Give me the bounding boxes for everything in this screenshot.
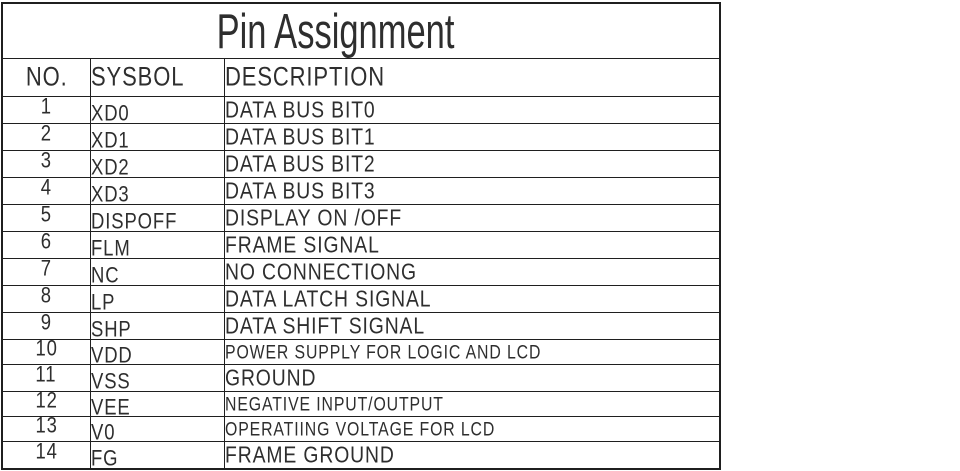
pin-symbol-cell — [90, 124, 224, 151]
pin-symbol: LP — [90, 290, 115, 315]
pin-symbol-cell — [90, 286, 224, 313]
pin-number-cell — [2, 336, 90, 365]
pin-description: DISPLAY ON /OFF — [224, 204, 402, 231]
table-row — [2, 205, 720, 232]
page-title: Pin Assignment — [217, 3, 455, 59]
pin-symbol-cell — [90, 205, 224, 232]
pin-number: 4 — [40, 175, 52, 200]
pin-number-cell — [2, 439, 90, 470]
pin-symbol: FLM — [90, 236, 131, 261]
pin-number: 1 — [40, 94, 52, 119]
pin-symbol: XD0 — [90, 101, 130, 126]
table-header-row — [2, 59, 720, 97]
pin-symbol: SHP — [90, 317, 132, 342]
pin-number-cell — [2, 256, 90, 286]
pin-description: DATA BUS BIT0 — [224, 96, 376, 123]
pin-description-cell — [224, 124, 720, 151]
pin-description: GROUND — [224, 364, 316, 391]
pin-description: OPERATIING VOLTAGE FOR LCD — [224, 417, 495, 440]
pin-symbol: NC — [90, 263, 119, 288]
pin-number-cell — [2, 283, 90, 313]
pin-number: 3 — [40, 148, 52, 173]
table-row — [2, 365, 720, 392]
pin-symbol: XD3 — [90, 182, 130, 207]
pin-number: 2 — [40, 121, 52, 146]
pin-symbol: VSS — [90, 369, 131, 394]
pin-description: FRAME SIGNAL — [224, 231, 380, 258]
pin-description-cell — [224, 313, 720, 340]
table-row — [2, 417, 720, 442]
table-row — [2, 340, 720, 365]
pin-number: 9 — [40, 310, 52, 335]
pin-symbol: VEE — [90, 395, 131, 420]
pin-symbol: XD2 — [90, 155, 130, 180]
column-header-description-label: DESCRIPTION — [224, 62, 385, 92]
pin-symbol-cell — [90, 417, 224, 445]
column-header-no — [2, 59, 90, 97]
table-row — [2, 178, 720, 205]
pin-number: 13 — [35, 413, 58, 438]
pin-description: POWER SUPPLY FOR LOGIC AND LCD — [224, 340, 541, 363]
pin-number-cell — [2, 94, 90, 124]
pin-symbol-cell — [90, 365, 224, 392]
pin-number: 14 — [35, 439, 58, 464]
pin-description: NO CONNECTIONG — [224, 258, 417, 285]
table-title-cell — [2, 3, 720, 59]
pin-symbol-cell — [90, 340, 224, 368]
pin-description: FRAME GROUND — [224, 441, 395, 468]
pin-description-cell — [224, 259, 720, 286]
table-row — [2, 313, 720, 340]
pin-description-cell — [224, 178, 720, 205]
column-header-no-label: NO. — [25, 62, 68, 92]
pin-symbol-cell — [90, 259, 224, 286]
pin-assignment-table — [1, 2, 721, 470]
pin-description-cell — [224, 151, 720, 178]
pin-number-cell — [2, 121, 90, 151]
column-header-symbol-label: SYSBOL — [90, 62, 184, 92]
pin-description-cell — [224, 340, 720, 365]
pin-number-cell — [2, 202, 90, 232]
pin-symbol-cell — [90, 97, 224, 124]
pin-number-cell — [2, 148, 90, 178]
pin-symbol-cell — [90, 178, 224, 205]
pin-number: 10 — [35, 336, 58, 361]
pin-description: DATA SHIFT SIGNAL — [224, 312, 425, 339]
table-row — [2, 286, 720, 313]
table-row — [2, 232, 720, 259]
pin-description-cell — [224, 417, 720, 442]
table-row — [2, 97, 720, 124]
pin-symbol: FG — [90, 446, 118, 471]
table-row — [2, 259, 720, 286]
pin-number: 7 — [40, 256, 52, 281]
pin-description: DATA BUS BIT3 — [224, 177, 376, 204]
pin-symbol-cell — [90, 442, 224, 470]
pin-table-body — [2, 3, 720, 469]
table-row — [2, 124, 720, 151]
pin-description-cell — [224, 205, 720, 232]
pin-number: 8 — [40, 283, 52, 308]
pin-description-cell — [224, 232, 720, 259]
table-row — [2, 442, 720, 470]
pin-description-cell — [224, 286, 720, 313]
pin-description-cell — [224, 392, 720, 417]
pin-number-cell — [2, 413, 90, 442]
table-row — [2, 392, 720, 417]
pin-description: DATA BUS BIT2 — [224, 150, 376, 177]
table-row — [2, 151, 720, 178]
pin-symbol-cell — [90, 392, 224, 420]
table-title-row — [2, 3, 720, 59]
pin-symbol: DISPOFF — [90, 209, 177, 234]
pin-number-cell — [2, 175, 90, 205]
pin-number: 5 — [40, 202, 52, 227]
pin-description: DATA LATCH SIGNAL — [224, 285, 431, 312]
pin-description: DATA BUS BIT1 — [224, 123, 376, 150]
pin-description-cell — [224, 365, 720, 392]
column-header-description — [224, 59, 720, 97]
pin-number: 11 — [35, 362, 57, 387]
pin-symbol-cell — [90, 313, 224, 340]
pin-symbol: VDD — [90, 343, 133, 368]
pin-symbol: XD1 — [90, 128, 130, 153]
pin-description-cell — [224, 442, 720, 470]
pin-description: NEGATIVE INPUT/OUTPUT — [224, 392, 444, 415]
pin-description-cell — [224, 97, 720, 124]
pin-symbol-cell — [90, 151, 224, 178]
pin-number-cell — [2, 229, 90, 259]
column-header-symbol — [90, 59, 224, 97]
pin-symbol: V0 — [90, 420, 115, 445]
pin-number: 6 — [40, 229, 52, 254]
pin-symbol-cell — [90, 232, 224, 259]
pin-number: 12 — [35, 388, 58, 413]
